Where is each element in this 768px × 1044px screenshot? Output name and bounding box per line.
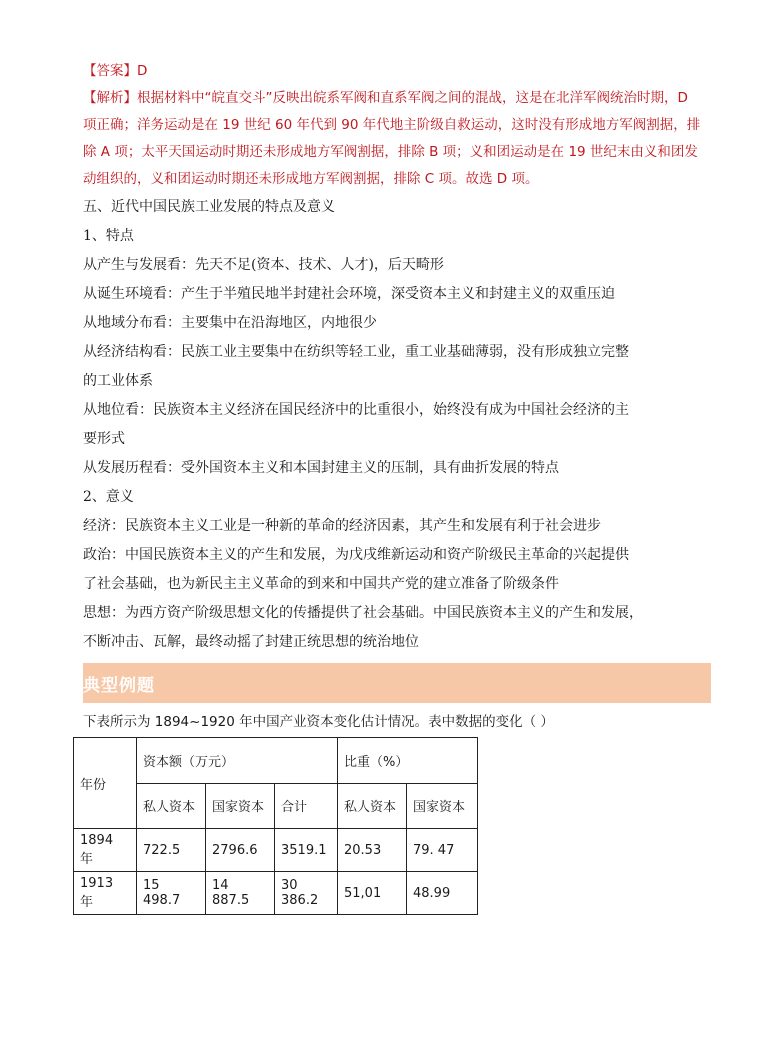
meaning-line: 思想：为西方资产阶级思想文化的传播提供了社会基础。中国民族资本主义的产生和发展， — [83, 605, 643, 621]
col-header: 私人资本 — [137, 783, 206, 829]
feature-line: 从诞生环境看：产生于半殖民地半封建社会环境，深受资本主义和封建主义的双重压迫 — [83, 286, 615, 302]
feature-line: 从地位看：民族资本主义经济在国民经济中的比重很小，始终没有成为中国社会经济的主 — [83, 402, 629, 418]
analysis-tag: 【解析】 — [83, 90, 137, 106]
subsection-title: 2、意义 — [83, 489, 134, 505]
table-cell: 48.99 — [407, 872, 478, 915]
col-header: 私人资本 — [338, 783, 407, 829]
answer-tag: 【答案】 — [83, 63, 137, 79]
table-cell: 722.5 — [137, 829, 206, 872]
table-cell: 51,01 — [338, 872, 407, 915]
capital-table — [73, 737, 478, 915]
feature-line: 要形式 — [83, 431, 125, 447]
feature-line: 从产生与发展看：先天不足(资本、技术、人才)，后天畸形 — [83, 257, 444, 273]
year-header: 年份 — [74, 738, 137, 829]
group-header-share: 比重（%） — [338, 738, 478, 784]
table-cell: 2796.6 — [206, 829, 275, 872]
col-header: 国家资本 — [206, 783, 275, 829]
table-cell: 30 386.2 — [275, 872, 338, 915]
table-header-row — [74, 738, 478, 784]
table-cell: 79. 47 — [407, 829, 478, 872]
group-header-capital: 资本额（万元） — [137, 738, 338, 784]
analysis-block — [83, 85, 713, 193]
table-cell: 1894 年 — [74, 829, 137, 872]
analysis-line: 【解析】根据材料中“皖直交斗”反映出皖系军阀和直系军阀之间的混战，这是在北洋军阀统治时期，D — [83, 90, 688, 106]
table-cell: 20.53 — [338, 829, 407, 872]
feature-line: 从经济结构看：民族工业主要集中在纺织等轻工业，重工业基础薄弱，没有形成独立完整 — [83, 344, 629, 360]
analysis-line: 动组织的，义和团运动时期还未形成地方军阀割据，排除 C 项。故选 D 项。 — [83, 171, 539, 187]
meaning-line: 经济：民族资本主义工业是一种新的革命的经济因素，其产生和发展有利于社会进步 — [83, 518, 601, 534]
meaning-line: 了社会基础，也为新民主主义革命的到来和中国共产党的建立准备了阶级条件 — [83, 576, 559, 592]
table-cell: 1913 年 — [74, 872, 137, 915]
table-row — [74, 829, 478, 872]
table-cell: 3519.1 — [275, 829, 338, 872]
feature-line: 从地域分布看：主要集中在沿海地区，内地很少 — [83, 315, 377, 331]
answer-line — [83, 58, 713, 85]
col-header: 国家资本 — [407, 783, 478, 829]
question-text: 下表所示为 1894~1920 年中国产业资本变化估计情况。表中数据的变化（ ） — [83, 714, 554, 730]
example-banner — [83, 663, 711, 703]
table-cell: 15 498.7 — [137, 872, 206, 915]
subsection-title: 1、特点 — [83, 228, 134, 244]
meaning-line: 不断冲击、瓦解，最终动摇了封建正统思想的统治地位 — [83, 634, 419, 650]
feature-line: 的工业体系 — [83, 373, 153, 389]
analysis-line: 项正确；洋务运动是在 19 世纪 60 年代到 90 年代地主阶级自救运动，这时没有形成地方军阀割据，排 — [83, 117, 701, 133]
table-row — [74, 872, 478, 915]
analysis-line: 除 A 项；太平天国运动时期还未形成地方军阀割据，排除 B 项；义和团运动是在 19 世纪末由义和团发 — [83, 144, 698, 160]
section-title: 五、近代中国民族工业发展的特点及意义 — [83, 199, 335, 215]
col-header: 合计 — [275, 783, 338, 829]
feature-line: 从发展历程看：受外国资本主义和本国封建主义的压制，具有曲折发展的特点 — [83, 460, 559, 476]
document-page — [80, 58, 713, 915]
meaning-line: 政治：中国民族资本主义的产生和发展，为戊戌维新运动和资产阶级民主革命的兴起提供 — [83, 547, 629, 563]
table-cell: 14 887.5 — [206, 872, 275, 915]
answer-value: D — [137, 63, 148, 79]
banner-title: 典型例题 — [83, 675, 155, 696]
